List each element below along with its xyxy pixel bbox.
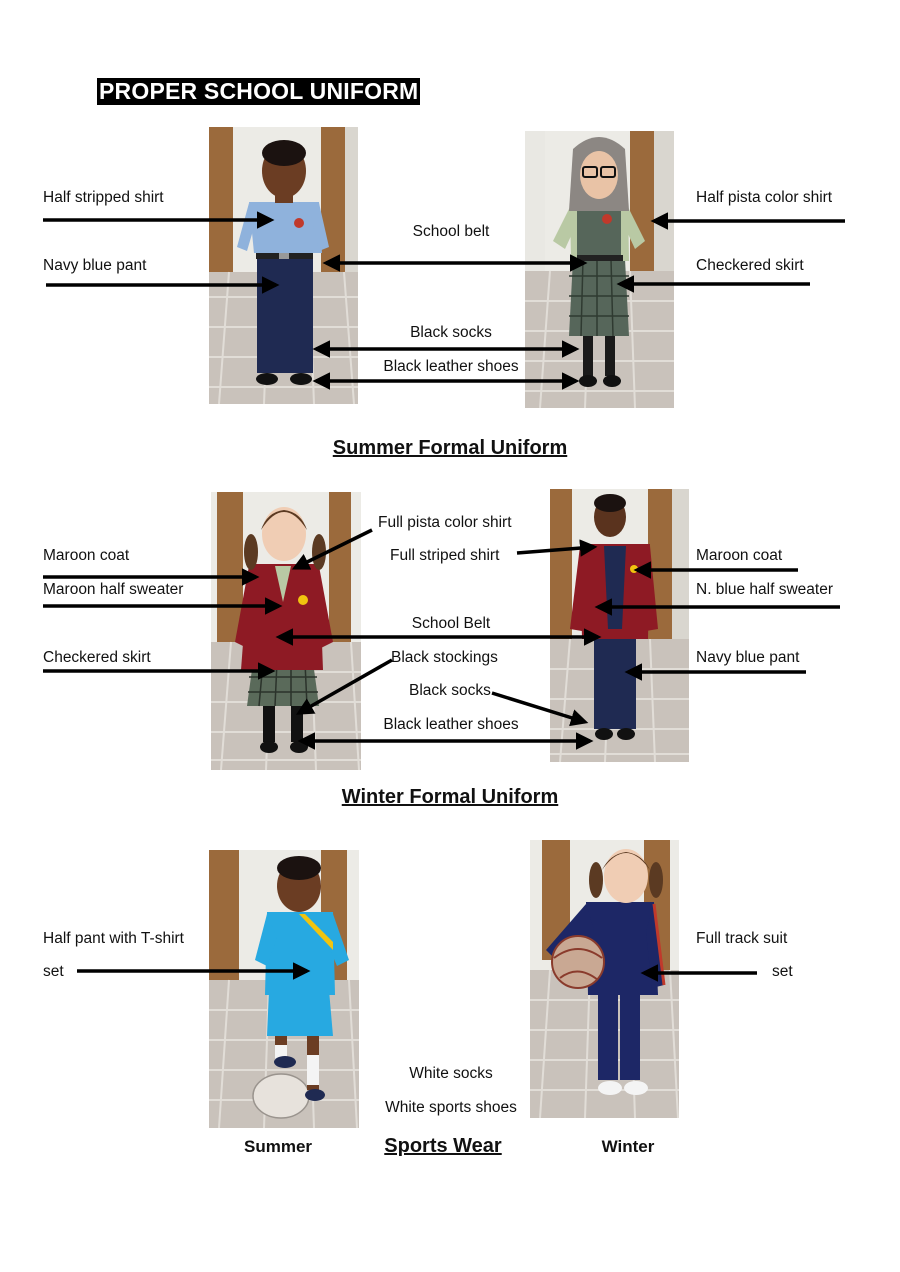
label-half-pant-line2: set: [43, 963, 64, 980]
page-title: PROPER SCHOOL UNIFORM: [99, 78, 419, 104]
heading-summer-formal: Summer Formal Uniform: [332, 437, 568, 459]
label-black-leather-shoes-winter: Black leather shoes: [383, 716, 519, 733]
label-black-stockings: Black stockings: [391, 649, 498, 666]
label-half-pista-shirt: Half pista color shirt: [696, 189, 833, 206]
arrow-full-pista-shirt: [295, 530, 372, 568]
label-white-sports-shoes: White sports shoes: [385, 1099, 517, 1116]
label-black-leather-shoes: Black leather shoes: [383, 358, 519, 375]
label-full-pista-shirt: Full pista color shirt: [378, 514, 512, 531]
label-navy-blue-pant-winter: Navy blue pant: [696, 649, 800, 666]
label-half-stripped-shirt: Half stripped shirt: [43, 189, 164, 206]
label-track-line2: set: [772, 963, 793, 980]
label-checkered-skirt: Checkered skirt: [696, 257, 804, 274]
label-track-line1: Full track suit: [696, 930, 788, 947]
label-half-pant-line1: Half pant with T-shirt: [43, 930, 184, 947]
label-white-socks: White socks: [409, 1065, 493, 1082]
caption-summer: Summer: [243, 1137, 313, 1156]
label-school-belt-winter: School Belt: [411, 615, 491, 632]
arrow-black-stockings: [299, 660, 392, 713]
label-school-belt: School belt: [412, 223, 490, 240]
label-full-striped-shirt: Full striped shirt: [390, 547, 500, 564]
label-maroon-coat-left: Maroon coat: [43, 547, 130, 564]
label-black-socks: Black socks: [410, 324, 492, 341]
label-navy-blue-pant: Navy blue pant: [43, 257, 147, 274]
heading-winter-formal: Winter Formal Uniform: [341, 786, 559, 808]
label-maroon-coat-right: Maroon coat: [696, 547, 783, 564]
label-checkered-skirt-winter: Checkered skirt: [43, 649, 151, 666]
arrow-full-striped-shirt: [517, 547, 594, 553]
caption-winter: Winter: [601, 1137, 655, 1156]
label-nblue-half-sweater: N. blue half sweater: [696, 581, 833, 598]
heading-sports-wear: Sports Wear: [384, 1135, 502, 1157]
label-maroon-half-sweater: Maroon half sweater: [43, 581, 184, 598]
label-black-socks-winter: Black socks: [409, 682, 491, 699]
